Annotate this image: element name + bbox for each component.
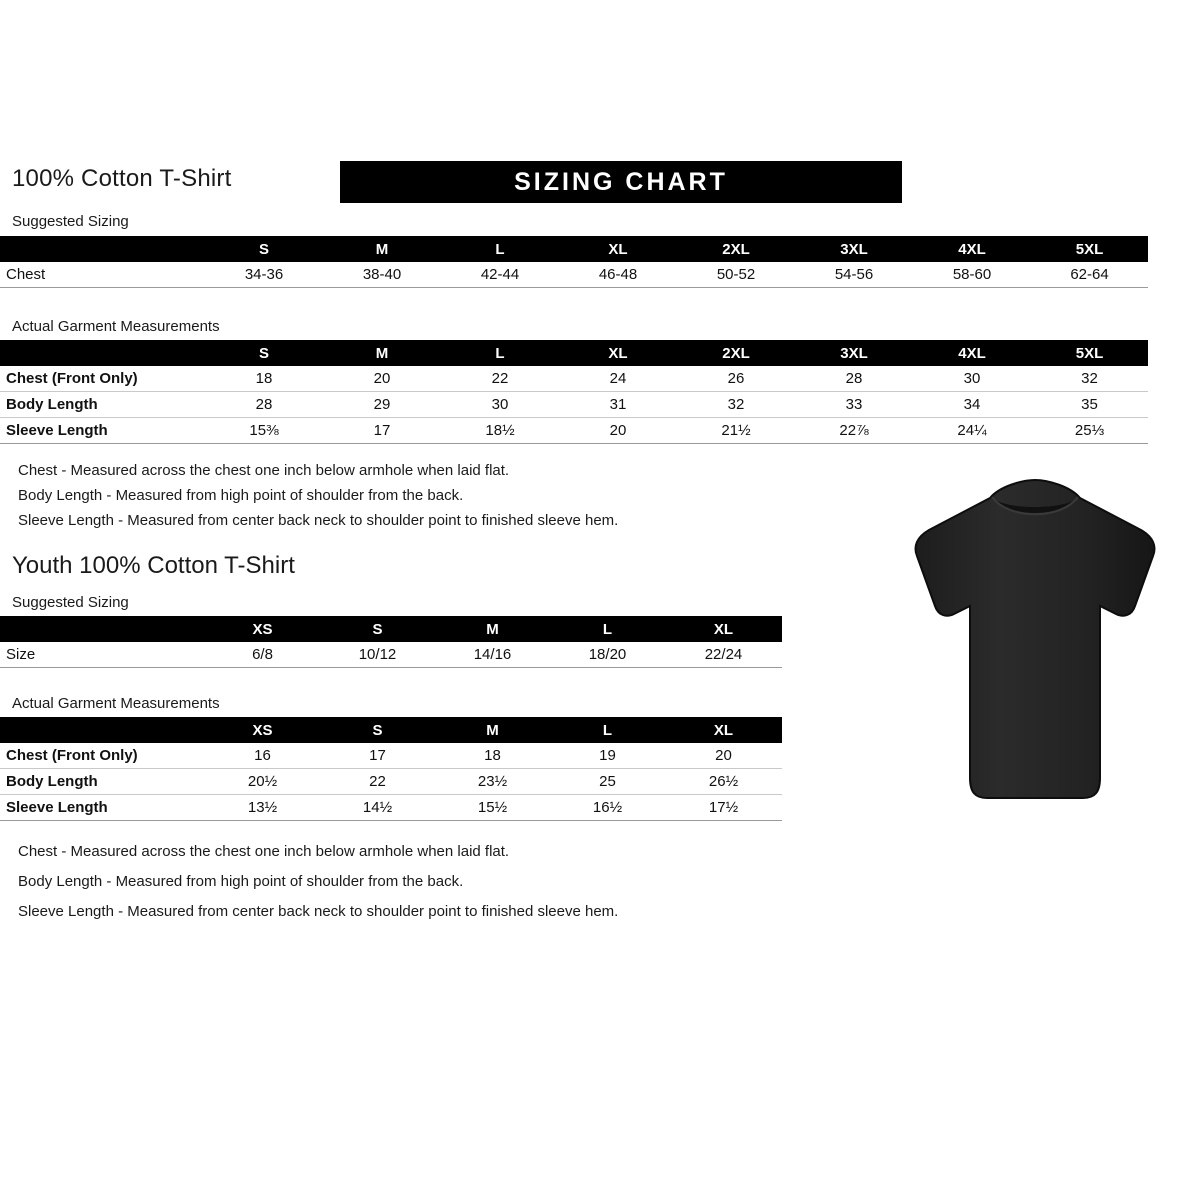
table-row	[0, 392, 1148, 418]
adult-actual-cell: 31	[559, 392, 677, 418]
table-row	[0, 418, 1148, 444]
adult-actual-measurements-label: Actual Garment Measurements	[12, 318, 220, 335]
youth-note-sleeve-length: Sleeve Length - Measured from center back neck to shoulder point to finished sleeve hem.	[18, 903, 619, 920]
sizing-chart-banner	[340, 161, 902, 203]
adult-suggested-cell: 54-56	[795, 262, 913, 288]
adult-actual-header-row	[0, 340, 1148, 366]
youth-suggested-cell: 18/20	[550, 642, 665, 668]
adult-actual-header-4xl: 4XL	[958, 344, 986, 362]
adult-suggested-row-label: Chest	[0, 262, 205, 288]
youth-note-body-length: Body Length - Measured from high point of shoulder from the back.	[18, 873, 464, 890]
adult-actual-header-corner	[0, 340, 205, 366]
youth-note-chest: Chest - Measured across the chest one inch below armhole when laid flat.	[18, 843, 510, 860]
adult-note-body-length: Body Length - Measured from high point of shoulder from the back.	[18, 487, 464, 504]
adult-actual-cell: 28	[205, 392, 323, 418]
adult-note-chest: Chest - Measured across the chest one inch below armhole when laid flat.	[18, 462, 510, 479]
adult-actual-cell: 24	[559, 366, 677, 392]
youth-actual-cell: 17½	[665, 795, 782, 821]
adult-actual-cell: 30	[913, 366, 1031, 392]
youth-suggested-cell: 22/24	[665, 642, 782, 668]
youth-actual-cell: 23½	[435, 769, 550, 795]
youth-actual-cell: 16½	[550, 795, 665, 821]
adult-actual-cell: 21½	[677, 418, 795, 444]
youth-suggested-header-corner	[0, 616, 205, 642]
adult-suggested-cell: 62-64	[1031, 262, 1148, 288]
adult-suggested-cell: 34-36	[205, 262, 323, 288]
adult-actual-cell: 26	[677, 366, 795, 392]
adult-actual-header-5xl: 5XL	[1075, 344, 1104, 362]
adult-actual-cell: 20	[559, 418, 677, 444]
adult-actual-header-l: L	[495, 344, 505, 362]
youth-suggested-header-xs: XS	[252, 620, 273, 638]
youth-actual-header-corner	[0, 717, 205, 743]
youth-suggested-header-m: M	[486, 620, 499, 638]
youth-actual-measurements-label: Actual Garment Measurements	[12, 695, 220, 712]
youth-actual-cell: 25	[550, 769, 665, 795]
youth-suggested-cell: 14/16	[435, 642, 550, 668]
youth-actual-cell: 22	[320, 769, 435, 795]
adult-actual-cell: 32	[677, 392, 795, 418]
adult-actual-header-m: M	[375, 344, 389, 362]
table-row	[0, 743, 782, 769]
sizing-chart-banner-label: SIZING CHART	[514, 168, 728, 196]
youth-actual-cell: 13½	[205, 795, 320, 821]
table-row	[0, 769, 782, 795]
youth-product-title: Youth 100% Cotton T-Shirt	[12, 552, 295, 579]
adult-suggested-cell: 58-60	[913, 262, 1031, 288]
adult-actual-cell: 35	[1031, 392, 1148, 418]
adult-suggested-header-4xl: 4XL	[958, 240, 986, 258]
adult-actual-header-xl: XL	[608, 344, 628, 362]
adult-actual-cell: 24¼	[913, 418, 1031, 444]
youth-suggested-sizing-label: Suggested Sizing	[12, 594, 129, 611]
adult-suggested-header-s: S	[258, 240, 269, 258]
youth-suggested-row-label: Size	[0, 642, 205, 668]
adult-actual-measurements-table	[0, 340, 1148, 444]
adult-suggested-header-m: M	[375, 240, 389, 258]
youth-actual-cell: 16	[205, 743, 320, 769]
adult-actual-cell: 20	[323, 366, 441, 392]
adult-actual-cell: 34	[913, 392, 1031, 418]
adult-suggested-sizing-table	[0, 236, 1148, 288]
youth-actual-cell: 14½	[320, 795, 435, 821]
youth-suggested-cell: 10/12	[320, 642, 435, 668]
adult-suggested-header-row	[0, 236, 1148, 262]
youth-actual-header-xl: XL	[713, 721, 734, 739]
adult-actual-cell: 25⅓	[1031, 418, 1148, 444]
youth-suggested-header-xl: XL	[713, 620, 734, 638]
adult-actual-cell: 28	[795, 366, 913, 392]
adult-suggested-cell: 46-48	[559, 262, 677, 288]
youth-actual-cell: 18	[435, 743, 550, 769]
adult-actual-cell: 17	[323, 418, 441, 444]
youth-actual-row-label: Sleeve Length	[0, 795, 205, 821]
youth-suggested-header-l: L	[602, 620, 613, 638]
table-row	[0, 642, 782, 668]
adult-actual-row-label: Sleeve Length	[0, 418, 205, 444]
adult-suggested-cell: 38-40	[323, 262, 441, 288]
adult-actual-header-2xl: 2XL	[722, 344, 750, 362]
youth-actual-header-s: S	[372, 721, 383, 739]
t-shirt-illustration	[895, 478, 1175, 808]
adult-suggested-cell: 50-52	[677, 262, 795, 288]
adult-suggested-header-2xl: 2XL	[722, 240, 750, 258]
youth-suggested-cell: 6/8	[205, 642, 320, 668]
adult-suggested-cell: 42-44	[441, 262, 559, 288]
youth-suggested-sizing-table	[0, 616, 782, 668]
youth-actual-cell: 20½	[205, 769, 320, 795]
adult-suggested-header-xl: XL	[608, 240, 628, 258]
youth-actual-header-xs: XS	[252, 721, 273, 739]
youth-suggested-header-row	[0, 616, 782, 642]
adult-suggested-header-5xl: 5XL	[1075, 240, 1104, 258]
adult-actual-row-label: Chest (Front Only)	[0, 366, 205, 392]
adult-actual-cell: 18½	[441, 418, 559, 444]
youth-actual-header-m: M	[486, 721, 499, 739]
adult-suggested-header-l: L	[495, 240, 505, 258]
youth-actual-header-row	[0, 717, 782, 743]
adult-suggested-header-3xl: 3XL	[840, 240, 868, 258]
adult-actual-cell: 15⅜	[205, 418, 323, 444]
adult-actual-cell: 22	[441, 366, 559, 392]
adult-actual-cell: 32	[1031, 366, 1148, 392]
adult-actual-cell: 33	[795, 392, 913, 418]
youth-actual-row-label: Chest (Front Only)	[0, 743, 205, 769]
youth-actual-cell: 20	[665, 743, 782, 769]
adult-actual-cell: 22⅞	[795, 418, 913, 444]
youth-actual-cell: 15½	[435, 795, 550, 821]
table-row	[0, 366, 1148, 392]
adult-actual-cell: 29	[323, 392, 441, 418]
youth-actual-row-label: Body Length	[0, 769, 205, 795]
youth-actual-cell: 26½	[665, 769, 782, 795]
table-row	[0, 262, 1148, 288]
adult-suggested-sizing-label: Suggested Sizing	[12, 213, 129, 230]
youth-actual-cell: 17	[320, 743, 435, 769]
youth-actual-measurements-table	[0, 717, 782, 821]
adult-actual-header-s: S	[258, 344, 269, 362]
adult-suggested-header-corner	[0, 236, 205, 262]
adult-actual-row-label: Body Length	[0, 392, 205, 418]
adult-actual-cell: 30	[441, 392, 559, 418]
youth-actual-header-l: L	[602, 721, 613, 739]
adult-note-sleeve-length: Sleeve Length - Measured from center back neck to shoulder point to finished sleeve hem.	[18, 512, 619, 529]
youth-suggested-header-s: S	[372, 620, 383, 638]
youth-actual-cell: 19	[550, 743, 665, 769]
adult-actual-cell: 18	[205, 366, 323, 392]
adult-product-title: 100% Cotton T-Shirt	[12, 165, 232, 192]
table-row	[0, 795, 782, 821]
adult-actual-header-3xl: 3XL	[840, 344, 868, 362]
